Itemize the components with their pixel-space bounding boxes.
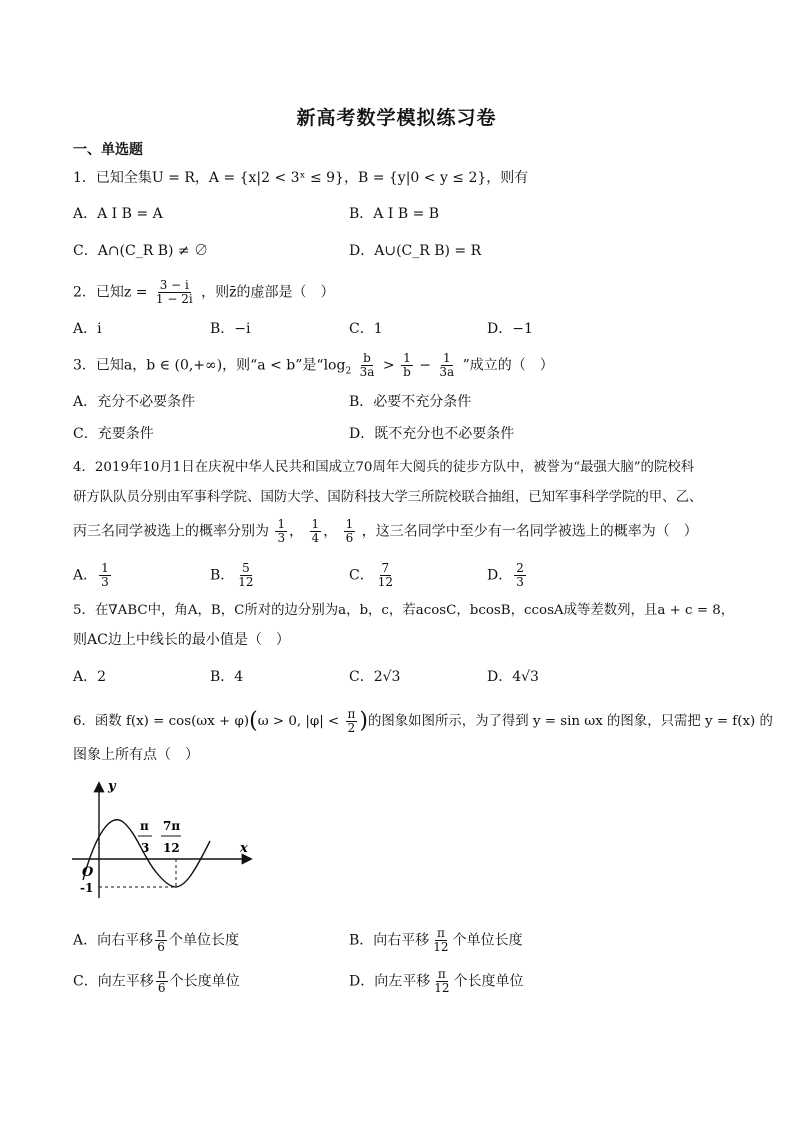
q6-a-den: 6 <box>157 940 165 954</box>
q4-b-num: 5 <box>242 561 250 575</box>
q6-d-label: D．向左平移 <box>349 973 431 990</box>
q3-gt: > <box>382 357 395 374</box>
q4-p1-num: 1 <box>277 517 286 531</box>
q6-option-b <box>349 927 523 954</box>
q3-minus: − <box>419 357 431 374</box>
q2-suffix: ，则z̄的虚部是（ ） <box>201 284 335 301</box>
q4-line-3-end: ，这三名同学中至少有一名同学被选上的概率为（ ） <box>361 523 698 540</box>
q6-option-a <box>73 927 239 954</box>
q3-frac-3 <box>437 352 456 379</box>
q4-p2-den: 4 <box>311 531 320 545</box>
q3-f2-num: 1 <box>403 351 411 365</box>
q3-option-b: B．必要不充分条件 <box>349 394 472 410</box>
q6-c-tail: 个长度单位 <box>169 973 240 990</box>
q4-line-3: 丙三名同学被选上的概率分别为 $\frac{1}{3}$ ， $\frac{1}{4}$ ， $\frac{1}{6}$ ，这三名同学中至少有一名同学被选上的概率为（ ） <box>73 517 698 545</box>
q1-option-b: B．A I B = B <box>349 206 440 222</box>
q3-stem <box>73 352 554 381</box>
q3-stem-start: 3．已知a，b ∈ (0,+∞)，则“a < b”是“log <box>73 357 346 374</box>
q4-a-num: 1 <box>101 561 109 575</box>
q3-option-a: A．充分不必要条件 <box>73 394 196 410</box>
q6-b-num: π <box>436 926 445 940</box>
q4-p2-num: 1 <box>311 517 320 531</box>
q2-option-c: C．1 <box>349 321 383 337</box>
origin-label: O <box>82 865 94 880</box>
q6-graph <box>70 776 260 911</box>
section-heading: 一、单选题 <box>73 142 143 158</box>
q5-option-c: C．2√3 <box>349 669 401 685</box>
q6-b-label: B．向右平移 <box>349 932 430 949</box>
q5-option-d: D．4√3 <box>487 669 539 685</box>
q6-cond-num: π <box>347 707 356 721</box>
q4-p1-den: 3 <box>277 531 286 545</box>
q3-option-d: D．既不充分也不必要条件 <box>349 426 515 442</box>
q2-option-d: D．−1 <box>487 321 533 337</box>
q4-option-c <box>349 562 397 589</box>
q6-d-den: 12 <box>434 981 450 995</box>
q4-c-den: 12 <box>377 575 393 589</box>
q4-d-label: D． <box>487 567 513 584</box>
q1-option-c: C．A∩(C_R B) ≠ ∅ <box>73 243 209 259</box>
page-title: 新高考数学模拟练习卷 <box>296 107 497 129</box>
q1-stem: 1．已知全集U = R，A = {x|2 < 3ˣ ≤ 9}，B = {y|0 < y ≤ 2}，则有 <box>73 170 529 186</box>
q5-line-2: 则AC边上中线长的最小值是（ ） <box>73 632 290 648</box>
q6-d-num: π <box>437 967 446 981</box>
q3-f3-num: 1 <box>442 351 451 365</box>
q4-a-den: 3 <box>101 575 109 589</box>
q2-fraction <box>154 279 195 306</box>
q6-option-d <box>349 968 524 995</box>
y-label: y <box>108 779 116 794</box>
q6-c-label: C．向左平移 <box>73 973 154 990</box>
q5-line-1: 5．在∇ABC中，角A，B，C所对的边分别为a，b，c，若acosC，bcosB，ccosA成等差数列，且a + c = 8， <box>73 603 735 618</box>
q4-line-3-start: 丙三名同学被选上的概率分别为 <box>73 523 269 540</box>
q6-cond-den: 2 <box>347 721 356 735</box>
q6-a-tail: 个单位长度 <box>169 932 240 949</box>
q2-den: 1 − 2i <box>155 292 193 306</box>
q5-option-a: A．2 <box>73 669 107 685</box>
q4-d-den: 3 <box>516 575 524 589</box>
q6-b-tail: 个单位长度 <box>452 932 523 949</box>
q6-a-num: π <box>157 926 166 940</box>
q4-option-a <box>73 562 113 589</box>
q6-option-c <box>73 968 240 995</box>
q4-b-den: 12 <box>238 575 254 589</box>
q6-c-num: π <box>157 967 166 981</box>
q6-line-2: 图象上所有点（ ） <box>73 747 199 763</box>
x-label: x <box>240 841 248 856</box>
q2-stem <box>73 279 335 306</box>
q2-prefix: 2．已知z = <box>73 284 148 301</box>
q6-cond-frac <box>346 708 358 735</box>
q3-f1-den: 3a <box>359 365 375 379</box>
q4-prob-1 <box>275 518 287 545</box>
q4-line-1: 4．2019年10月1日在庆祝中华人民共和国成立70周年大阅兵的徒步方队中，被誉为“最强大脑”的院校科 <box>73 460 695 475</box>
q5-option-b: B．4 <box>210 669 244 685</box>
q6-func: 6．函数 f(x) = cos(ωx + φ) <box>73 714 250 729</box>
q3-f3-den: 3a <box>439 365 455 379</box>
q6-b-den: 12 <box>433 940 449 954</box>
q4-c-num: 7 <box>381 561 390 575</box>
q6-c-den: 6 <box>157 981 166 995</box>
q3-option-c: C．充要条件 <box>73 426 154 442</box>
q2-num: 3 − i <box>159 278 189 292</box>
q4-line-2: 研方队队员分别由军事科学院、国防大学、国防科技大学三所院校联合抽组，已知军事科学学院的甲、乙、 <box>73 490 703 505</box>
q6-cond: ω > 0, |φ| < <box>257 714 340 729</box>
q3-frac-1 <box>358 352 377 379</box>
q4-p3-den: 6 <box>345 531 354 545</box>
q4-d-num: 2 <box>516 561 524 575</box>
q4-b-label: B． <box>210 567 235 584</box>
min-label: -1 <box>80 881 94 895</box>
tick1-num: π <box>140 819 149 833</box>
tick2-den: 12 <box>163 841 180 855</box>
q3-frac-2 <box>401 352 413 379</box>
q4-option-b <box>210 562 258 589</box>
q4-prob-2 <box>310 518 322 545</box>
q3-stem-end: ”成立的（ ） <box>462 357 554 374</box>
q3-log-base: 2 <box>345 366 352 377</box>
q1-option-a: A．A I B = A <box>73 206 163 222</box>
q4-p3-num: 1 <box>345 517 354 531</box>
tick2-num: 7π <box>163 819 181 833</box>
q3-f2-den: b <box>403 365 411 379</box>
q4-prob-3 <box>344 518 356 545</box>
q3-f1-num: b <box>363 351 371 365</box>
q2-option-a: A．i <box>73 321 102 337</box>
q6-d-tail: 个长度单位 <box>453 973 524 990</box>
q6-a-label: A．向右平移 <box>73 932 154 949</box>
q1-option-d: D．A∪(C_R B) = R <box>349 243 482 259</box>
q4-option-d <box>487 562 528 589</box>
tick1-den: 3 <box>141 841 150 855</box>
q6-line-1-end: 的图象如图所示，为了得到 y = sin ωx 的图象，只需把 y = f(x) 的 <box>368 714 773 729</box>
q4-c-label: C． <box>349 567 374 584</box>
q6-line-1: 6．函数 f(x) = cos(ωx + φ)(ω > 0, |φ| < $\frac{\pi}{2}$ )的图象如图所示，为了得到 y = sin ωx 的图象，只需把 y = f(x) 的 <box>73 707 773 735</box>
q2-option-b: B．−i <box>210 321 251 337</box>
q4-a-label: A． <box>73 567 98 584</box>
